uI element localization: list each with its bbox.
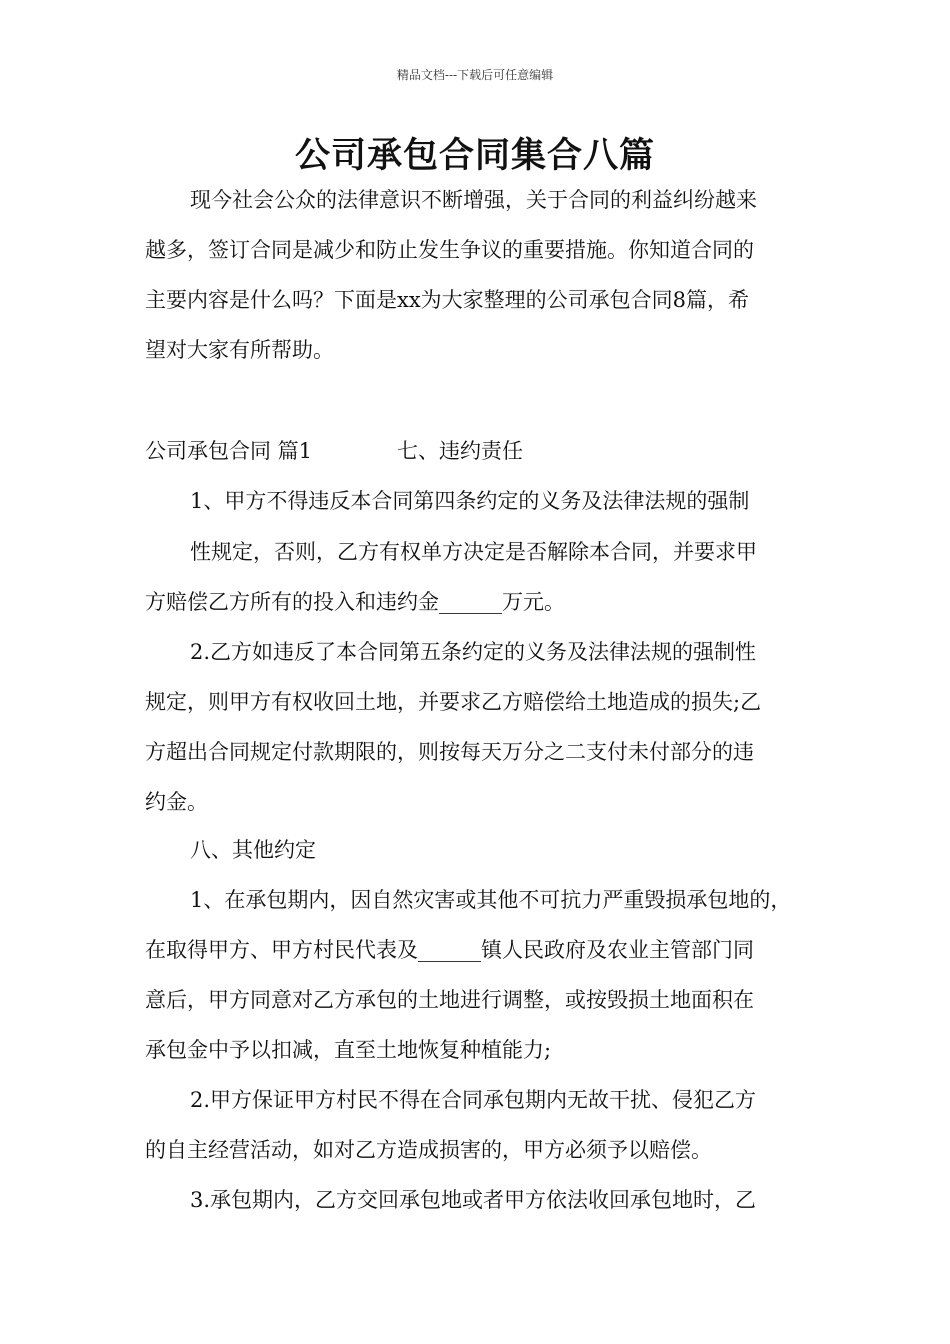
clause-7-item-1-line-2: 性规定，否则，乙方有权单方决定是否解除本合同，并要求甲 xyxy=(190,540,757,564)
clause-7-item-2-line-1: 2.乙方如违反了本合同第五条约定的义务及法律法规的强制性 xyxy=(190,640,757,664)
clause-8-item-2-line-1: 2.甲方保证甲方村民不得在合同承包期内无故干扰、侵犯乙方 xyxy=(190,1088,757,1112)
clause-7-item-2-line-2: 规定，则甲方有权收回土地，并要求乙方赔偿给土地造成的损失;乙 xyxy=(145,690,762,714)
intro-line-3: 主要内容是什么吗？下面是xx为大家整理的公司承包合同8篇，希 xyxy=(145,288,750,312)
clause-8-item-2-line-2: 的自主经营活动，如对乙方造成损害的，甲方必须予以赔偿。 xyxy=(145,1138,712,1162)
clause-8-item-1-line-2: 在取得甲方、甲方村民代表及______镇人民政府及农业主管部门同 xyxy=(145,938,754,962)
clause-heading-8: 八、其他约定 xyxy=(190,838,316,862)
clause-7-item-1-line-3: 方赔偿乙方所有的投入和违约金______万元。 xyxy=(145,590,565,614)
clause-8-item-3-line-1: 3.承包期内，乙方交回承包地或者甲方依法收回承包地时，乙 xyxy=(190,1188,757,1212)
page-header: 精品文档---下载后可任意编辑 xyxy=(396,68,554,82)
clause-8-item-1-line-3: 意后，甲方同意对乙方承包的土地进行调整，或按毁损土地面积在 xyxy=(145,988,754,1012)
intro-line-1: 现今社会公众的法律意识不断增强，关于合同的利益纠纷越来 xyxy=(190,188,757,212)
section-heading: 公司承包合同 篇1 xyxy=(145,439,313,463)
clause-8-item-1-line-1: 1、在承包期内，因自然灾害或其他不可抗力严重毁损承包地的， xyxy=(190,888,792,912)
clause-heading-7: 七、违约责任 xyxy=(397,439,523,463)
document-title: 公司承包合同集合八篇 xyxy=(294,136,655,176)
intro-line-2: 越多，签订合同是减少和防止发生争议的重要措施。你知道合同的 xyxy=(145,238,754,262)
clause-8-item-1-line-4: 承包金中予以扣减，直至土地恢复种植能力; xyxy=(145,1038,552,1062)
intro-line-4: 望对大家有所帮助。 xyxy=(145,338,334,362)
clause-7-item-2-line-3: 方超出合同规定付款期限的，则按每天万分之二支付未付部分的违 xyxy=(145,740,754,764)
clause-7-item-2-line-4: 约金。 xyxy=(145,790,208,814)
clause-7-item-1-line-1: 1、甲方不得违反本合同第四条约定的义务及法律法规的强制 xyxy=(190,489,750,513)
